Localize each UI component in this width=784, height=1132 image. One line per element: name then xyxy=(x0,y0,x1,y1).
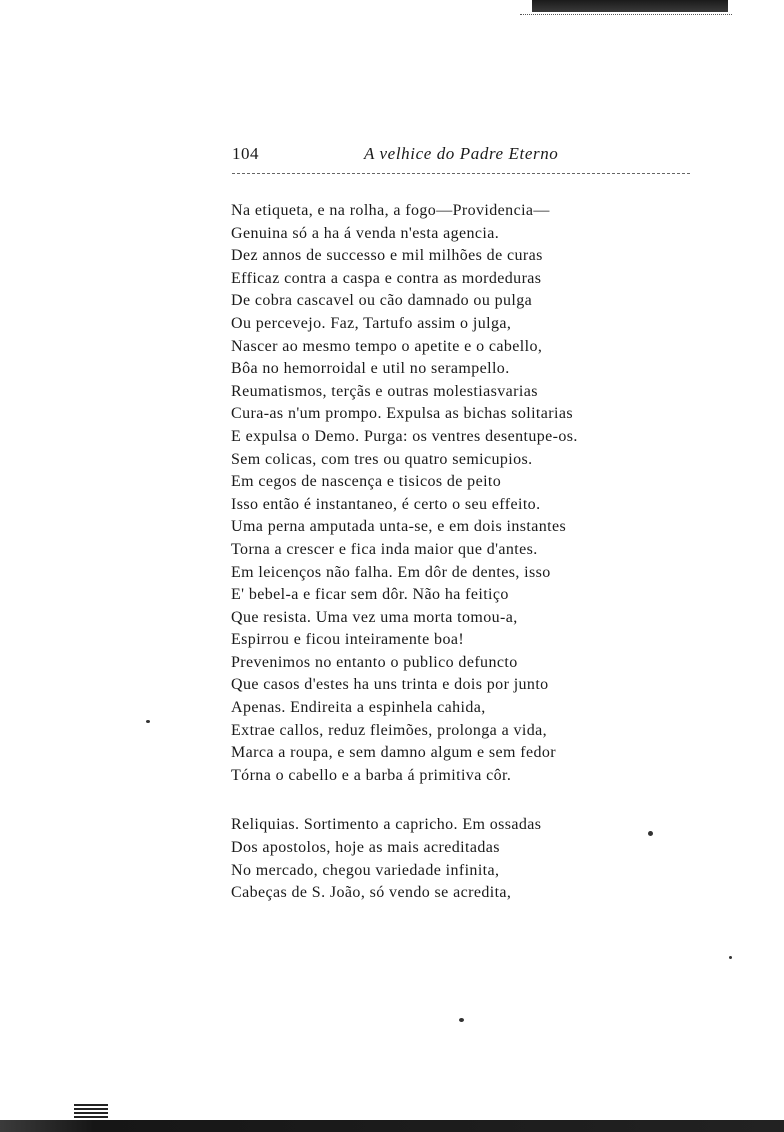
print-speck xyxy=(146,720,150,723)
print-speck xyxy=(459,1018,464,1022)
poem-line: Em cegos de nascença e tisicos de peito xyxy=(231,473,502,491)
poem-line: Reliquias. Sortimento a capricho. Em ossadas xyxy=(231,816,542,834)
poem-line: Que resista. Uma vez uma morta tomou-a, xyxy=(231,608,518,626)
poem-line: Efficaz contra a caspa e contra as mordeduras xyxy=(231,269,542,287)
poem-line: Dez annos de successo e mil milhões de curas xyxy=(231,247,543,265)
page-header xyxy=(232,144,690,168)
poem-line: Cura-as n'um prompo. Expulsa as bichas solitarias xyxy=(231,405,573,423)
poem-line: Prevenimos no entanto o publico defuncto xyxy=(231,653,518,671)
stanza xyxy=(231,814,671,904)
poem-line: De cobra cascavel ou cão damnado ou pulga xyxy=(231,292,533,310)
scan-edge-bottom xyxy=(0,1120,784,1132)
poem-body xyxy=(231,200,671,905)
poem-line: Marca a roupa, e sem damno algum e sem fedor xyxy=(231,744,557,762)
header-rule xyxy=(232,173,690,174)
poem-line: E expulsa o Demo. Purga: os ventres desentupe-os. xyxy=(231,427,578,445)
poem-line: Reumatismos, terçãs e outras molestiasvarias xyxy=(231,382,538,400)
print-speck xyxy=(648,831,653,836)
scan-edge-top xyxy=(532,0,728,12)
poem-line: Torna a crescer e fica inda maior que d'antes. xyxy=(231,540,538,558)
poem-line: Na etiqueta, e na rolha, a fogo—Providencia— xyxy=(231,202,550,219)
poem-line: No mercado, chegou variedade infinita, xyxy=(231,861,500,879)
poem-line: Bôa no hemorroidal e util no serampello. xyxy=(231,360,510,378)
poem-line: Isso então é instantaneo, é certo o seu effeito. xyxy=(231,495,541,513)
poem-line: Cabeças de S. João, só vendo se acredita, xyxy=(231,884,512,902)
poem-line: Genuina só a ha á venda n'esta agencia. xyxy=(231,224,500,242)
poem-line: Espirrou e ficou inteiramente boa! xyxy=(231,631,465,649)
poem-line: Sem colicas, com tres ou quatro semicupios. xyxy=(231,450,533,468)
running-title: A velhice do Padre Eterno xyxy=(364,144,559,163)
poem-line: Uma perna amputada unta-se, e em dois instantes xyxy=(231,518,567,536)
stanza xyxy=(231,200,671,787)
poem-line: Ou percevejo. Faz, Tartufo assim o julga, xyxy=(231,314,512,332)
print-speck xyxy=(729,956,732,959)
poem-line: Nascer ao mesmo tempo o apetite e o cabello, xyxy=(231,337,543,355)
poem-line: Que casos d'estes ha uns trinta e dois por junto xyxy=(231,676,549,694)
poem-line: Dos apostolos, hoje as mais acreditadas xyxy=(231,839,500,857)
poem-line: Tórna o cabello e a barba á primitiva côr. xyxy=(231,766,512,784)
poem-line: Apenas. Endireita a espinhela cahida, xyxy=(231,699,486,717)
poem-line: Em leicenços não falha. Em dôr de dentes, isso xyxy=(231,563,551,581)
poem-line: Extrae callos, reduz fleimões, prolonga a vida, xyxy=(231,721,548,739)
poem-line: E' bebel-a e ficar sem dôr. Não ha feitiço xyxy=(231,586,509,604)
page-number: 104 xyxy=(232,144,259,163)
